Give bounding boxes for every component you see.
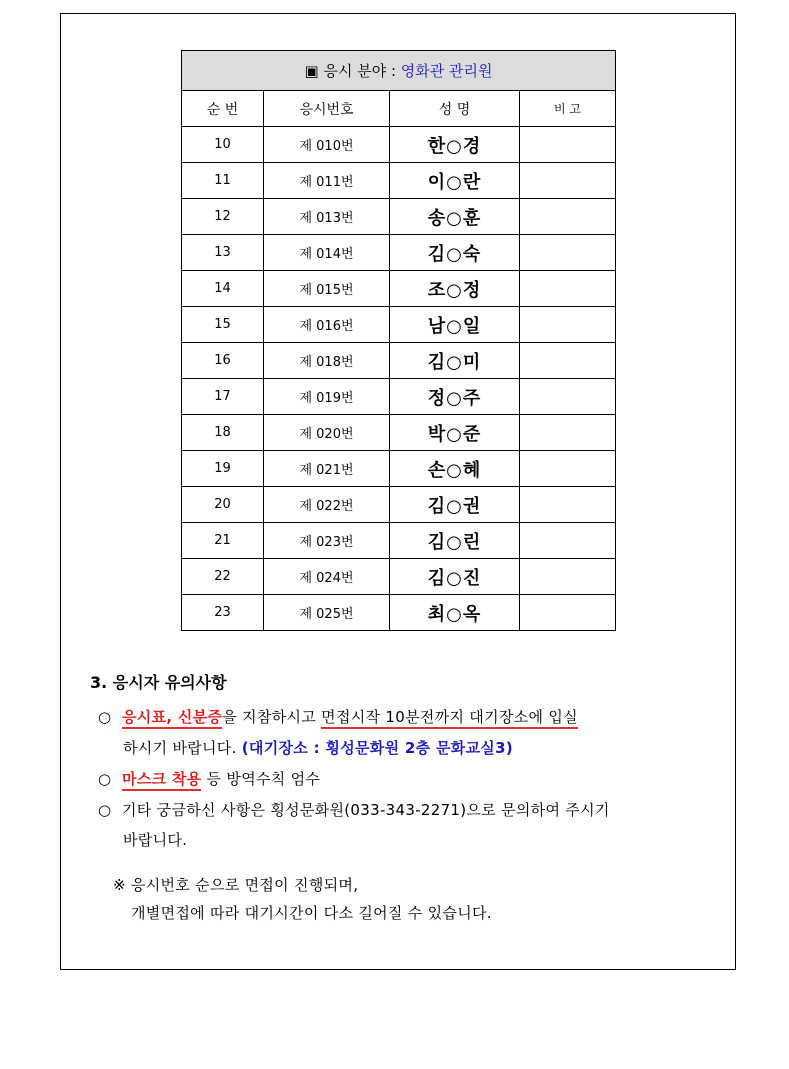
table-row (182, 559, 616, 595)
table-row (182, 235, 616, 271)
field-name: 영화관 관리원 (400, 62, 493, 80)
table-row (182, 379, 616, 415)
bullet-icon: ○ (98, 708, 112, 726)
name-cell: 조○정 (390, 271, 520, 307)
note-cell (520, 487, 616, 523)
number-cell: 제 020번 (264, 415, 390, 451)
header-name: 성 명 (390, 91, 520, 127)
seq-cell: 15 (182, 307, 264, 343)
name-cell: 김○린 (390, 523, 520, 559)
number-cell: 제 015번 (264, 271, 390, 307)
number-cell: 제 016번 (264, 307, 390, 343)
table-body (182, 127, 616, 631)
table-row (182, 523, 616, 559)
name-cell: 송○훈 (390, 199, 520, 235)
name-cell: 한○경 (390, 127, 520, 163)
table-row (182, 343, 616, 379)
note-cell (520, 415, 616, 451)
notice-item-1-continued (123, 737, 513, 758)
name-cell: 이○란 (390, 163, 520, 199)
table-title (182, 51, 616, 91)
number-cell: 제 025번 (264, 595, 390, 631)
seq-cell: 13 (182, 235, 264, 271)
header-note: 비 고 (520, 91, 616, 127)
note-cell (520, 163, 616, 199)
table-row (182, 487, 616, 523)
name-cell: 김○권 (390, 487, 520, 523)
seq-cell: 17 (182, 379, 264, 415)
number-cell: 제 023번 (264, 523, 390, 559)
required-items: 응시표, 신분증 (122, 708, 222, 729)
name-cell: 남○일 (390, 307, 520, 343)
table-row (182, 595, 616, 631)
table-title-row (182, 51, 616, 91)
seq-cell: 11 (182, 163, 264, 199)
table-row (182, 127, 616, 163)
note-cell (520, 307, 616, 343)
header-number: 응시번호 (264, 91, 390, 127)
notice-text: 을 지참하시고 (222, 708, 322, 726)
note-line-1: ※ 응시번호 순으로 면접이 진행되며, (113, 876, 359, 894)
mask-requirement: 마스크 착용 (122, 770, 201, 791)
notice-item-3 (98, 799, 610, 820)
notice-item-3-continued: 바랍니다. (123, 831, 188, 849)
waiting-place: (대기장소 : 횡성문화원 2층 문화교실3) (241, 739, 513, 757)
note-cell (520, 559, 616, 595)
seq-cell: 12 (182, 199, 264, 235)
bullet-icon: ○ (98, 801, 112, 819)
bullet-icon: ○ (98, 770, 112, 788)
number-cell: 제 010번 (264, 127, 390, 163)
number-cell: 제 014번 (264, 235, 390, 271)
seq-cell: 20 (182, 487, 264, 523)
number-cell: 제 022번 (264, 487, 390, 523)
number-cell: 제 024번 (264, 559, 390, 595)
note-cell (520, 523, 616, 559)
name-cell: 김○미 (390, 343, 520, 379)
applicant-table (181, 50, 616, 631)
name-cell: 박○준 (390, 415, 520, 451)
table-row (182, 415, 616, 451)
seq-cell: 19 (182, 451, 264, 487)
note-cell (520, 271, 616, 307)
seq-cell: 18 (182, 415, 264, 451)
note-cell (520, 199, 616, 235)
notice-item-1 (98, 706, 578, 727)
title-prefix: ▣ 응시 분야 : (304, 62, 401, 80)
note-cell (520, 127, 616, 163)
seq-cell: 14 (182, 271, 264, 307)
seq-cell: 22 (182, 559, 264, 595)
table-row (182, 163, 616, 199)
notice-text: 하시기 바랍니다. (123, 739, 242, 757)
table-header-row (182, 91, 616, 127)
note-cell (520, 379, 616, 415)
number-cell: 제 018번 (264, 343, 390, 379)
table-row (182, 199, 616, 235)
notice-text: 등 방역수칙 엄수 (201, 770, 321, 788)
note-cell (520, 343, 616, 379)
table-row (182, 307, 616, 343)
arrival-instruction: 면접시작 10분전까지 대기장소에 입실 (321, 708, 578, 729)
number-cell: 제 021번 (264, 451, 390, 487)
header-seq: 순 번 (182, 91, 264, 127)
name-cell: 최○옥 (390, 595, 520, 631)
name-cell: 김○진 (390, 559, 520, 595)
seq-cell: 23 (182, 595, 264, 631)
name-cell: 손○혜 (390, 451, 520, 487)
section-title: 3. 응시자 유의사항 (90, 673, 227, 692)
seq-cell: 21 (182, 523, 264, 559)
number-cell: 제 019번 (264, 379, 390, 415)
notice-item-2 (98, 768, 320, 789)
table-row (182, 451, 616, 487)
note-cell (520, 235, 616, 271)
name-cell: 김○숙 (390, 235, 520, 271)
table-row (182, 271, 616, 307)
note-line-2: 개별면접에 따라 대기시간이 다소 길어질 수 있습니다. (131, 904, 492, 922)
note-cell (520, 595, 616, 631)
name-cell: 정○주 (390, 379, 520, 415)
number-cell: 제 011번 (264, 163, 390, 199)
number-cell: 제 013번 (264, 199, 390, 235)
notice-text: 기타 궁금하신 사항은 횡성문화원(033-343-2271)으로 문의하여 주시기 (122, 801, 610, 819)
seq-cell: 16 (182, 343, 264, 379)
seq-cell: 10 (182, 127, 264, 163)
note-cell (520, 451, 616, 487)
